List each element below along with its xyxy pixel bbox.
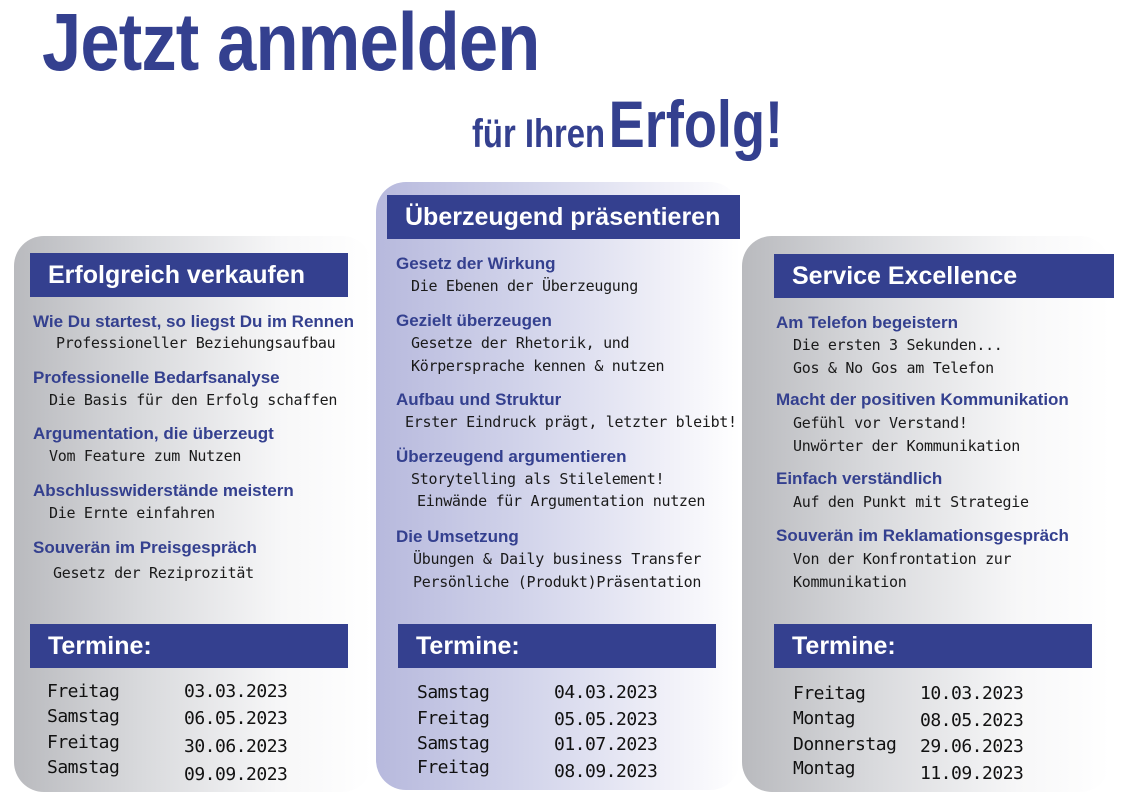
subline xyxy=(472,86,783,162)
module-description: Gefühl vor Verstand! xyxy=(793,414,968,432)
date-weekday: Montag xyxy=(793,708,856,729)
module-description: Gesetz der Reziprozität xyxy=(53,564,254,582)
module-title: Am Telefon begeistern xyxy=(776,313,958,332)
date-weekday: Donnerstag xyxy=(793,734,897,755)
date-weekday: Freitag xyxy=(417,757,490,778)
date-value: 08.09.2023 xyxy=(554,761,658,782)
module-description: Kommunikation xyxy=(793,573,907,591)
date-value: 10.03.2023 xyxy=(920,683,1024,704)
module-description: Gesetze der Rhetorik, und xyxy=(411,334,630,352)
column-title-banner: Erfolgreich verkaufen xyxy=(30,253,348,297)
date-weekday: Samstag xyxy=(417,682,490,703)
module-description: Auf den Punkt mit Strategie xyxy=(793,493,1029,511)
module-description: Unwörter der Kommunikation xyxy=(793,437,1021,455)
module-description: Die Ernte einfahren xyxy=(49,504,215,522)
date-value: 06.05.2023 xyxy=(184,708,288,729)
module-description: Einwände für Argumentation nutzen xyxy=(417,492,706,510)
date-value: 01.07.2023 xyxy=(554,734,658,755)
module-title: Professionelle Bedarfsanalyse xyxy=(33,368,280,387)
subline-big: Erfolg! xyxy=(608,87,784,161)
module-title: Macht der positiven Kommunikation xyxy=(776,390,1069,409)
module-title: Die Umsetzung xyxy=(396,527,519,546)
module-description: Gos & No Gos am Telefon xyxy=(793,359,994,377)
module-title: Einfach verständlich xyxy=(776,469,943,488)
date-value: 30.06.2023 xyxy=(184,736,288,757)
module-description: Erster Eindruck prägt, letzter bleibt! xyxy=(405,413,737,431)
date-weekday: Freitag xyxy=(417,708,490,729)
date-weekday: Freitag xyxy=(47,732,120,753)
dates-banner: Termine: xyxy=(30,624,348,668)
column-title-banner: Überzeugend präsentieren xyxy=(387,195,740,239)
module-description: Von der Konfrontation zur xyxy=(793,550,1012,568)
module-title: Souverän im Preisgespräch xyxy=(33,538,257,557)
subline-small: für Ihren xyxy=(472,112,606,156)
module-description: Persönliche (Produkt)Präsentation xyxy=(413,573,702,591)
date-weekday: Samstag xyxy=(47,706,120,727)
module-description: Körpersprache kennen & nutzen xyxy=(411,357,665,375)
module-description: Die ersten 3 Sekunden... xyxy=(793,336,1003,354)
module-title: Abschlusswiderstände meistern xyxy=(33,481,294,500)
module-title: Aufbau und Struktur xyxy=(396,390,562,409)
module-description: Übungen & Daily business Transfer xyxy=(413,550,702,568)
date-weekday: Samstag xyxy=(47,757,120,778)
date-value: 03.03.2023 xyxy=(184,681,288,702)
date-value: 29.06.2023 xyxy=(920,736,1024,757)
module-description: Die Basis für den Erfolg schaffen xyxy=(49,391,338,409)
headline: Jetzt anmelden xyxy=(42,0,540,88)
module-description: Die Ebenen der Überzeugung xyxy=(411,277,639,295)
date-value: 05.05.2023 xyxy=(554,709,658,730)
module-title: Gezielt überzeugen xyxy=(396,311,552,330)
date-value: 08.05.2023 xyxy=(920,710,1024,731)
module-title: Überzeugend argumentieren xyxy=(396,447,627,466)
module-title: Wie Du startest, so liegst Du im Rennen xyxy=(33,312,355,331)
module-title: Argumentation, die überzeugt xyxy=(33,424,274,443)
column-title-banner: Service Excellence xyxy=(774,254,1114,298)
date-weekday: Freitag xyxy=(793,683,866,704)
dates-banner: Termine: xyxy=(774,624,1092,668)
date-weekday: Montag xyxy=(793,758,856,779)
date-value: 04.03.2023 xyxy=(554,682,658,703)
date-value: 11.09.2023 xyxy=(920,763,1024,784)
module-title: Gesetz der Wirkung xyxy=(396,254,556,273)
date-value: 09.09.2023 xyxy=(184,764,288,785)
date-weekday: Freitag xyxy=(47,681,120,702)
module-description: Storytelling als Stilelement! xyxy=(411,470,665,488)
date-weekday: Samstag xyxy=(417,733,490,754)
module-description: Professioneller Beziehungsaufbau xyxy=(56,334,336,352)
module-title: Souverän im Reklamationsgespräch xyxy=(776,526,1069,545)
dates-banner: Termine: xyxy=(398,624,716,668)
module-description: Vom Feature zum Nutzen xyxy=(49,447,242,465)
